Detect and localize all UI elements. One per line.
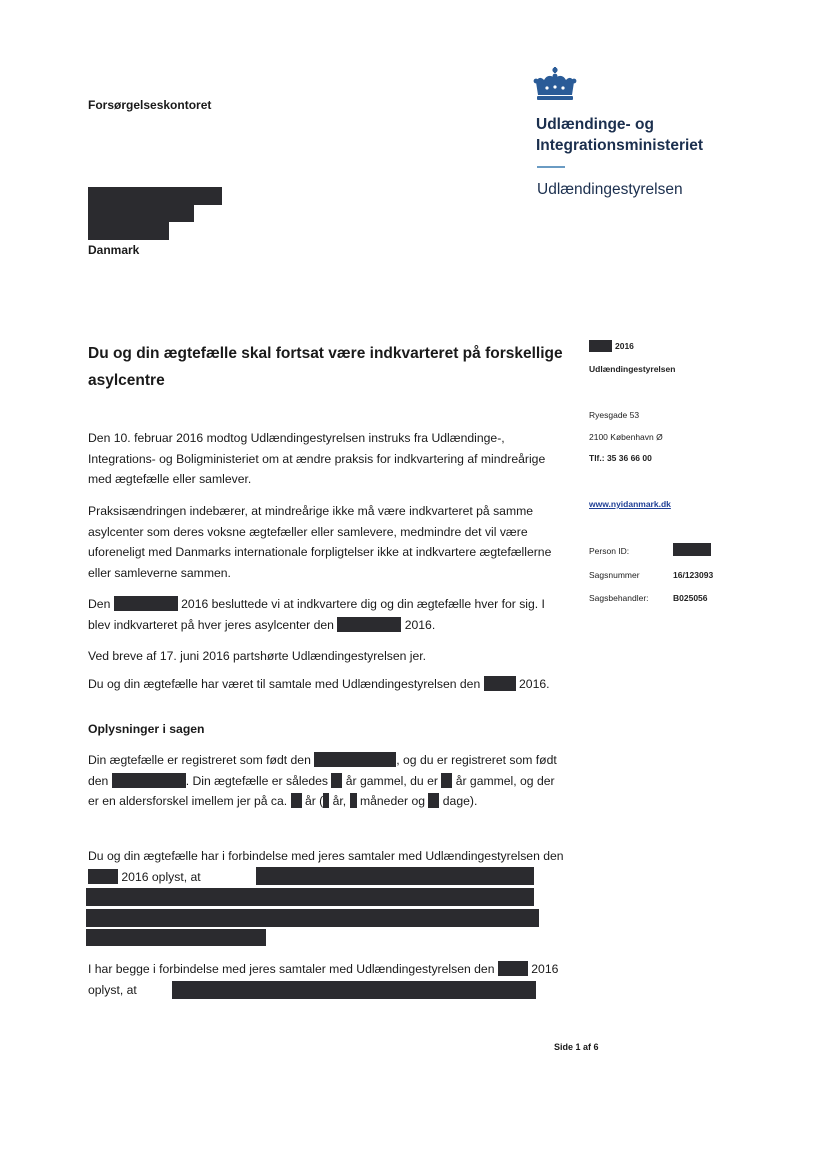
recipient-country: Danmark bbox=[88, 243, 140, 257]
phone-number: Tlf.: 35 36 66 00 bbox=[589, 453, 652, 463]
redacted-years bbox=[323, 793, 329, 808]
letter-title: Du og din ægtefælle skal fortsat være indkvarteret på forskellige asylcentre bbox=[88, 345, 563, 389]
text-segment: år, bbox=[332, 794, 347, 808]
address-city: 2100 København Ø bbox=[589, 432, 663, 442]
redacted-birthdate bbox=[112, 773, 186, 788]
redacted-address-line-1 bbox=[88, 187, 222, 205]
address-street: Ryesgade 53 bbox=[589, 410, 640, 420]
redacted-statement-line bbox=[256, 867, 534, 885]
paragraph-hearing: Ved breve af 17. juni 2016 partshørte Udlændingestyrelsen jer. bbox=[88, 649, 427, 663]
text-segment: I har begge i forbindelse med jeres samtaler med Udlændingestyrelsen den bbox=[88, 962, 495, 976]
paragraph-instruction: Den 10. februar 2016 modtog Udlændingestyrelsen instruks fra Udlændinge-, Integrations- og Boligministeriet om at ændre praksis for indkvartering af mindreårige med ægtefælle eller samlever. bbox=[88, 431, 546, 486]
text-segment: Du og din ægtefælle har været til samtale med Udlændingestyrelsen den bbox=[88, 677, 481, 691]
text-segment: 2016 oplyst, at bbox=[88, 962, 559, 997]
case-handler-label: Sagsbehandler: bbox=[589, 593, 649, 603]
text-segment: Du og din ægtefælle har i forbindelse med jeres samtaler med Udlændingestyrelsen den bbox=[88, 849, 564, 863]
redacted-age-difference bbox=[291, 793, 302, 808]
redacted-age bbox=[331, 773, 342, 788]
case-number-value: 16/123093 bbox=[673, 570, 714, 580]
redacted-days bbox=[428, 793, 439, 808]
text-segment: Din ægtefælle er registreret som født den bbox=[88, 753, 311, 767]
redacted-birthdate bbox=[314, 752, 396, 767]
website-link[interactable]: www.nyidanmark.dk bbox=[589, 499, 671, 509]
paragraph-practice-change: Praksisændringen indebærer, at mindreårige ikke må være indkvarteret på samme asylcenter som deres voksne ægtefæller eller samlevere, medmindre det vil være uforeneligt med Danmarks internationale forpligtelser ikke at indkvartere ægtefællerne eller samleverne sammen. bbox=[88, 504, 552, 580]
text-segment: . Din ægtefælle er således bbox=[185, 773, 328, 788]
ministry-line-2: Integrationsministeriet bbox=[536, 137, 704, 154]
redacted-date-inline bbox=[498, 961, 528, 976]
text-segment: Den bbox=[88, 597, 111, 611]
case-number-label: Sagsnummer bbox=[589, 570, 640, 580]
crown-logo-icon bbox=[532, 66, 578, 106]
text-segment: 2016. bbox=[404, 617, 436, 632]
page-number: Side 1 af 6 bbox=[554, 1042, 599, 1052]
sidebar-agency-name: Udlændingestyrelsen bbox=[589, 364, 676, 374]
redacted-statement-line bbox=[172, 981, 536, 999]
text-segment: , og du er registreret som født den bbox=[88, 753, 557, 788]
redacted-address-line-3 bbox=[88, 222, 169, 240]
paragraph-decision bbox=[88, 594, 568, 635]
text-segment: 2016. bbox=[519, 677, 550, 691]
text-segment: 2016 besluttede vi at indkvartere dig og din ægtefælle hver for sig. I blev indkvarteret på hver jeres asylcenter den bbox=[88, 597, 545, 632]
letter-date-year: 2016 bbox=[615, 341, 634, 351]
person-id-label: Person ID: bbox=[589, 546, 630, 556]
paragraph-interview bbox=[88, 674, 568, 695]
redacted-statement-line bbox=[86, 888, 534, 906]
redacted-date bbox=[589, 340, 612, 352]
logo-divider bbox=[537, 166, 565, 168]
redacted-date-inline bbox=[114, 596, 178, 611]
redacted-date-inline bbox=[337, 617, 401, 632]
sender-office: Forsørgelseskontoret bbox=[88, 98, 212, 112]
paragraph-ages bbox=[88, 750, 568, 812]
redacted-months bbox=[350, 793, 357, 808]
text-segment: 2016 oplyst, at bbox=[121, 869, 201, 884]
agency-name: Udlændingestyrelsen bbox=[537, 181, 683, 198]
text-segment: dage). bbox=[442, 794, 478, 808]
case-handler-value: B025056 bbox=[673, 593, 708, 603]
redacted-date-inline bbox=[484, 676, 516, 691]
text-segment: år gammel, og der er en aldersforskel imellem jer på ca. bbox=[88, 773, 555, 808]
redacted-statement-line bbox=[86, 929, 266, 946]
redacted-person-id bbox=[673, 543, 711, 556]
redacted-statement-line bbox=[86, 909, 539, 927]
text-segment: måneder og bbox=[359, 794, 425, 808]
ministry-line-1: Udlændinge- og bbox=[536, 116, 654, 133]
redacted-address-line-2 bbox=[88, 205, 194, 222]
redacted-age bbox=[441, 773, 452, 788]
text-segment: år ( bbox=[304, 794, 324, 808]
ministry-name bbox=[536, 114, 703, 156]
redacted-date-inline bbox=[88, 869, 118, 884]
text-segment: år gammel, du er bbox=[345, 773, 438, 788]
section-heading: Oplysninger i sagen bbox=[88, 722, 205, 736]
